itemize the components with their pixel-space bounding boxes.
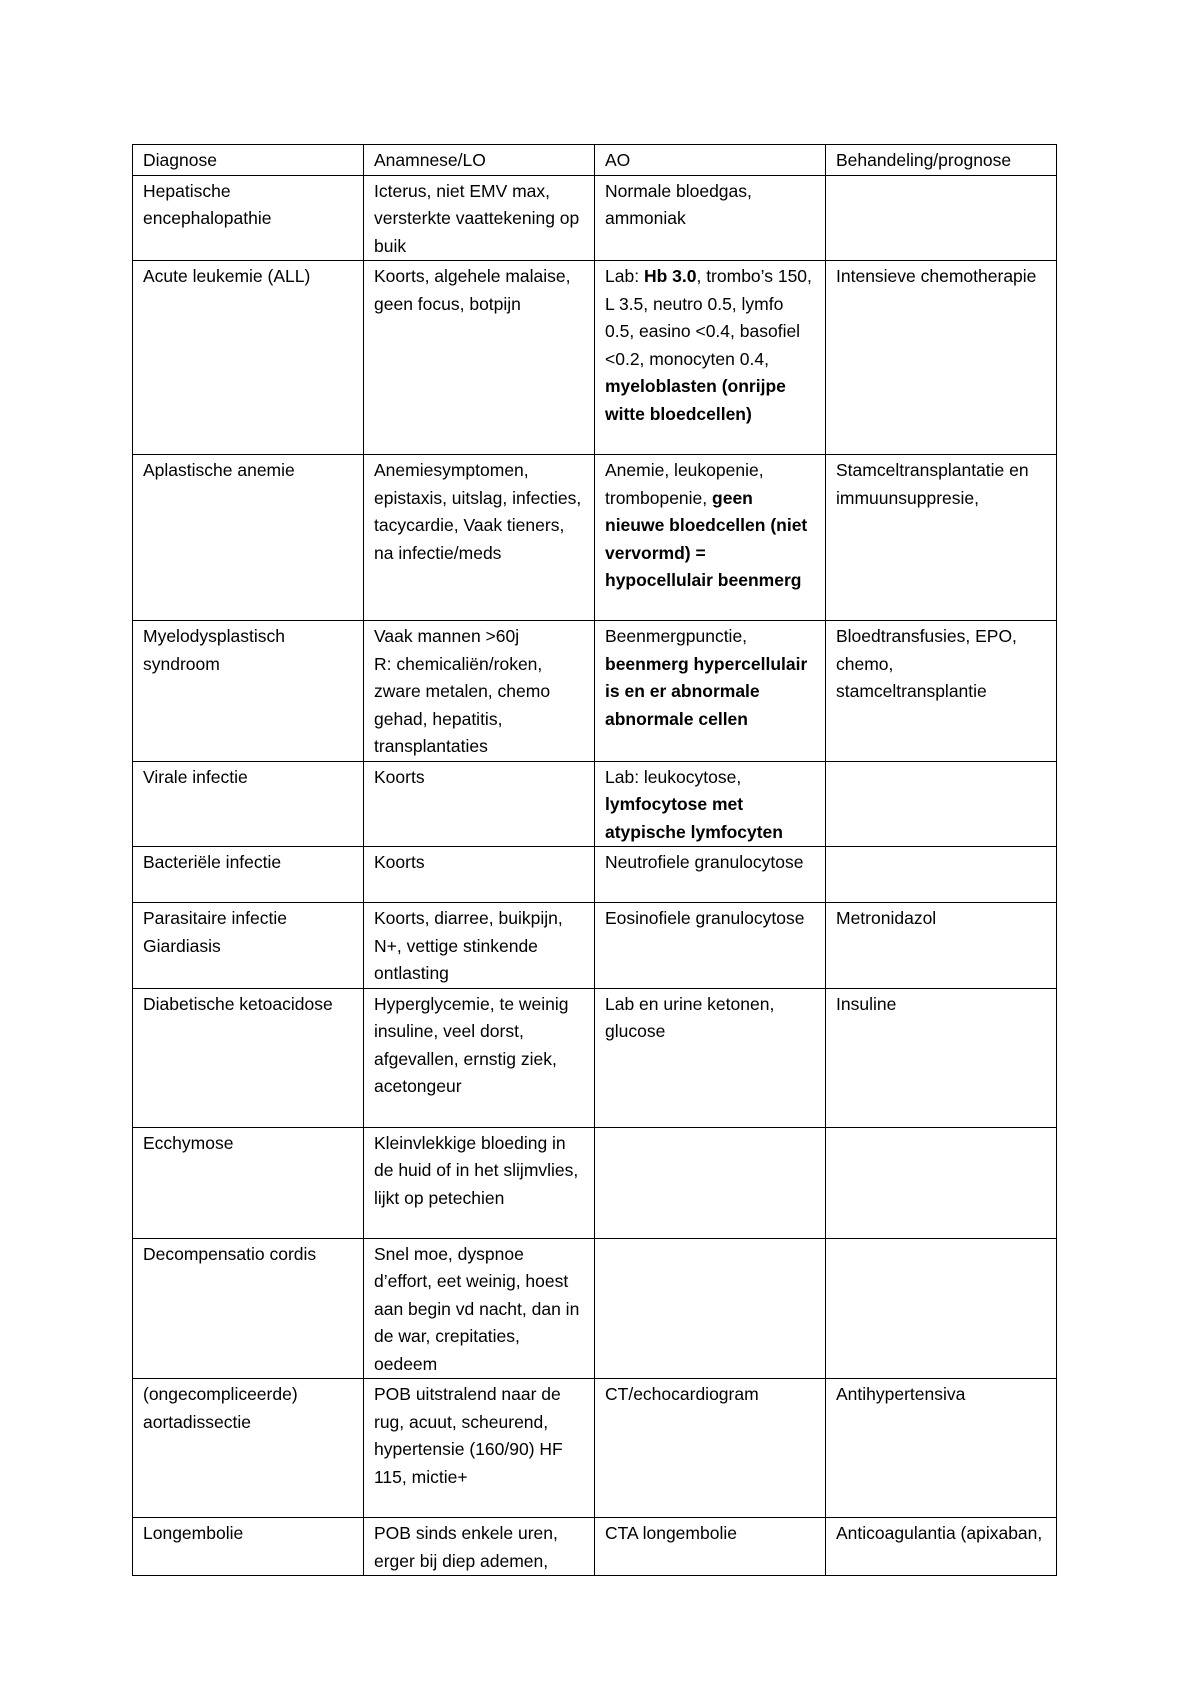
table-cell bbox=[364, 761, 595, 847]
header-cell-behandeling bbox=[826, 145, 1057, 176]
header-cell-anamnese bbox=[364, 145, 595, 176]
table-cell bbox=[133, 1379, 364, 1518]
table-cell bbox=[595, 847, 826, 903]
table-cell bbox=[133, 761, 364, 847]
table-cell bbox=[595, 175, 826, 261]
cell-text: Lab en urine ketonen, glucose bbox=[605, 993, 775, 1041]
table-cell bbox=[364, 621, 595, 762]
cell-bold-text: geen nieuwe bloedcellen (niet vervormd) = hypocellulair beenmerg bbox=[605, 487, 808, 590]
table-cell bbox=[133, 261, 364, 455]
cell-text: R: chemicaliën/roken, zware metalen, chemo gehad, hepatitis, transplantaties bbox=[374, 653, 551, 756]
table-cell bbox=[595, 261, 826, 455]
cell-text: Intensieve chemotherapie bbox=[836, 266, 1037, 286]
table-cell bbox=[826, 988, 1057, 1127]
table-body bbox=[133, 145, 1057, 1576]
table-cell bbox=[133, 903, 364, 989]
header-cell-diagnose bbox=[133, 145, 364, 176]
table-cell bbox=[364, 1127, 595, 1238]
cell-text: Diagnose bbox=[143, 150, 217, 170]
cell-bold-text: lymfocytose met atypische lymfocyten bbox=[605, 794, 783, 842]
table-cell bbox=[826, 761, 1057, 847]
cell-text: CT/echocardiogram bbox=[605, 1384, 759, 1404]
cell-text: Bacteriële infectie bbox=[143, 852, 282, 872]
cell-bold-text: Hb 3.0 bbox=[643, 266, 697, 286]
table-cell bbox=[133, 175, 364, 261]
cell-text: Longembolie bbox=[143, 1523, 244, 1543]
cell-text: Koorts bbox=[374, 852, 425, 872]
cell-text: Beenmergpunctie, bbox=[605, 626, 748, 646]
table-cell bbox=[133, 1238, 364, 1379]
cell-text: Anemie, leukopenie, trombopenie, bbox=[605, 460, 764, 508]
cell-text: Antihypertensiva bbox=[836, 1384, 966, 1404]
table-cell bbox=[826, 1238, 1057, 1379]
cell-text: Giardiasis bbox=[143, 935, 221, 956]
document-page bbox=[132, 144, 1056, 1576]
cell-text: Virale infectie bbox=[143, 766, 248, 787]
cell-text: Eosinofiele granulocytose bbox=[605, 908, 805, 928]
table-cell bbox=[133, 621, 364, 762]
cell-text: Metronidazol bbox=[836, 908, 937, 928]
table-row bbox=[133, 903, 1057, 989]
table-row bbox=[133, 455, 1057, 621]
cell-text: Lab: bbox=[605, 266, 644, 286]
table-row bbox=[133, 1127, 1057, 1238]
table-row bbox=[133, 621, 1057, 762]
cell-text: Anemiesymptomen, epistaxis, uitslag, infecties, tacycardie, Vaak tieners, na infectie/meds bbox=[374, 460, 582, 563]
table-cell bbox=[133, 847, 364, 903]
table-cell bbox=[133, 988, 364, 1127]
cell-text: Hepatische encephalopathie bbox=[143, 180, 272, 228]
table-cell bbox=[826, 1379, 1057, 1518]
table-cell bbox=[133, 1518, 364, 1576]
cell-text: (ongecompliceerde) aortadissectie bbox=[143, 1384, 298, 1432]
diagnosis-table bbox=[132, 144, 1057, 1576]
cell-text: , trombo’s 150, L 3.5, neutro 0.5, lymfo 0.5, easino <0.4, basofiel <0.2, monocyten 0.4, bbox=[605, 266, 812, 369]
table-cell bbox=[826, 847, 1057, 903]
cell-text: Ecchymose bbox=[143, 1132, 234, 1153]
table-cell bbox=[595, 988, 826, 1127]
cell-text: Myelodysplastisch syndroom bbox=[143, 626, 285, 674]
table-row bbox=[133, 988, 1057, 1127]
cell-bold-text: beenmerg hypercellulair is en er abnormale abnormale cellen bbox=[605, 653, 808, 729]
cell-text: Insuline bbox=[836, 993, 897, 1014]
table-row bbox=[133, 261, 1057, 455]
cell-text: Koorts, diarree, buikpijn, N+, vettige stinkende ontlasting bbox=[374, 908, 563, 983]
cell-bold-text: myeloblasten (onrijpe witte bloedcellen) bbox=[605, 376, 786, 424]
table-cell bbox=[364, 1518, 595, 1576]
table-cell bbox=[595, 1518, 826, 1576]
cell-text: Anticoagulantia (apixaban, bbox=[836, 1523, 1043, 1543]
cell-text: AO bbox=[605, 150, 631, 170]
header-cell-ao bbox=[595, 145, 826, 176]
cell-text: Stamceltransplantatie en immuunsuppresie, bbox=[836, 460, 1029, 508]
cell-text: Koorts, algehele malaise, geen focus, botpijn bbox=[374, 266, 571, 314]
cell-text: Koorts bbox=[374, 766, 425, 787]
cell-text: Hyperglycemie, te weinig insuline, veel dorst, afgevallen, ernstig ziek, acetongeur bbox=[374, 993, 569, 1096]
table-cell bbox=[364, 175, 595, 261]
cell-text: Aplastische anemie bbox=[143, 460, 295, 480]
cell-text: Normale bloedgas, ammoniak bbox=[605, 180, 752, 228]
table-header-row bbox=[133, 145, 1057, 176]
cell-text: Icterus, niet EMV max, versterkte vaattekening op buik bbox=[374, 180, 580, 256]
table-cell bbox=[595, 455, 826, 621]
table-cell bbox=[595, 903, 826, 989]
cell-text: Diabetische ketoacidose bbox=[143, 993, 333, 1014]
table-cell bbox=[364, 903, 595, 989]
table-cell bbox=[826, 621, 1057, 762]
table-row bbox=[133, 1518, 1057, 1576]
table-cell bbox=[595, 1379, 826, 1518]
table-cell bbox=[826, 903, 1057, 989]
cell-text: Neutrofiele granulocytose bbox=[605, 852, 804, 872]
table-cell bbox=[595, 1127, 826, 1238]
cell-text: Decompensatio cordis bbox=[143, 1243, 317, 1264]
table-row bbox=[133, 1379, 1057, 1518]
table-cell bbox=[595, 761, 826, 847]
table-cell bbox=[133, 1127, 364, 1238]
table-row bbox=[133, 175, 1057, 261]
table-cell bbox=[364, 1379, 595, 1518]
cell-text: Anamnese/LO bbox=[374, 150, 486, 170]
cell-text: CTA longembolie bbox=[605, 1523, 737, 1543]
cell-text: Vaak mannen >60j bbox=[374, 626, 520, 646]
cell-text: POB uitstralend naar de rug, acuut, scheurend, hypertensie (160/90) HF 115, mictie+ bbox=[374, 1384, 563, 1487]
cell-text: Behandeling/prognose bbox=[836, 150, 1012, 170]
cell-text: POB sinds enkele uren, erger bij diep ademen, bbox=[374, 1523, 558, 1571]
cell-text: Snel moe, dyspnoe d’effort, eet weinig, hoest aan begin vd nacht, dan in de war, crepitaties, oedeem bbox=[374, 1243, 580, 1374]
table-cell bbox=[133, 455, 364, 621]
cell-text: Parasitaire infectie bbox=[143, 908, 287, 928]
table-cell bbox=[826, 455, 1057, 621]
table-cell bbox=[826, 175, 1057, 261]
table-cell bbox=[364, 1238, 595, 1379]
table-cell bbox=[595, 1238, 826, 1379]
table-cell bbox=[826, 1518, 1057, 1576]
table-row bbox=[133, 761, 1057, 847]
table-cell bbox=[364, 261, 595, 455]
table-cell bbox=[595, 621, 826, 762]
table-cell bbox=[364, 988, 595, 1127]
cell-text: Acute leukemie (ALL) bbox=[143, 266, 311, 286]
cell-text: Kleinvlekkige bloeding in de huid of in het slijmvlies, lijkt op petechien bbox=[374, 1132, 579, 1208]
cell-text: Lab: leukocytose, bbox=[605, 766, 742, 787]
table-cell bbox=[364, 455, 595, 621]
table-cell bbox=[364, 847, 595, 903]
table-row bbox=[133, 1238, 1057, 1379]
table-cell bbox=[826, 261, 1057, 455]
table-row bbox=[133, 847, 1057, 903]
cell-text: Bloedtransfusies, EPO, chemo, stamceltransplantie bbox=[836, 626, 1017, 701]
table-cell bbox=[826, 1127, 1057, 1238]
